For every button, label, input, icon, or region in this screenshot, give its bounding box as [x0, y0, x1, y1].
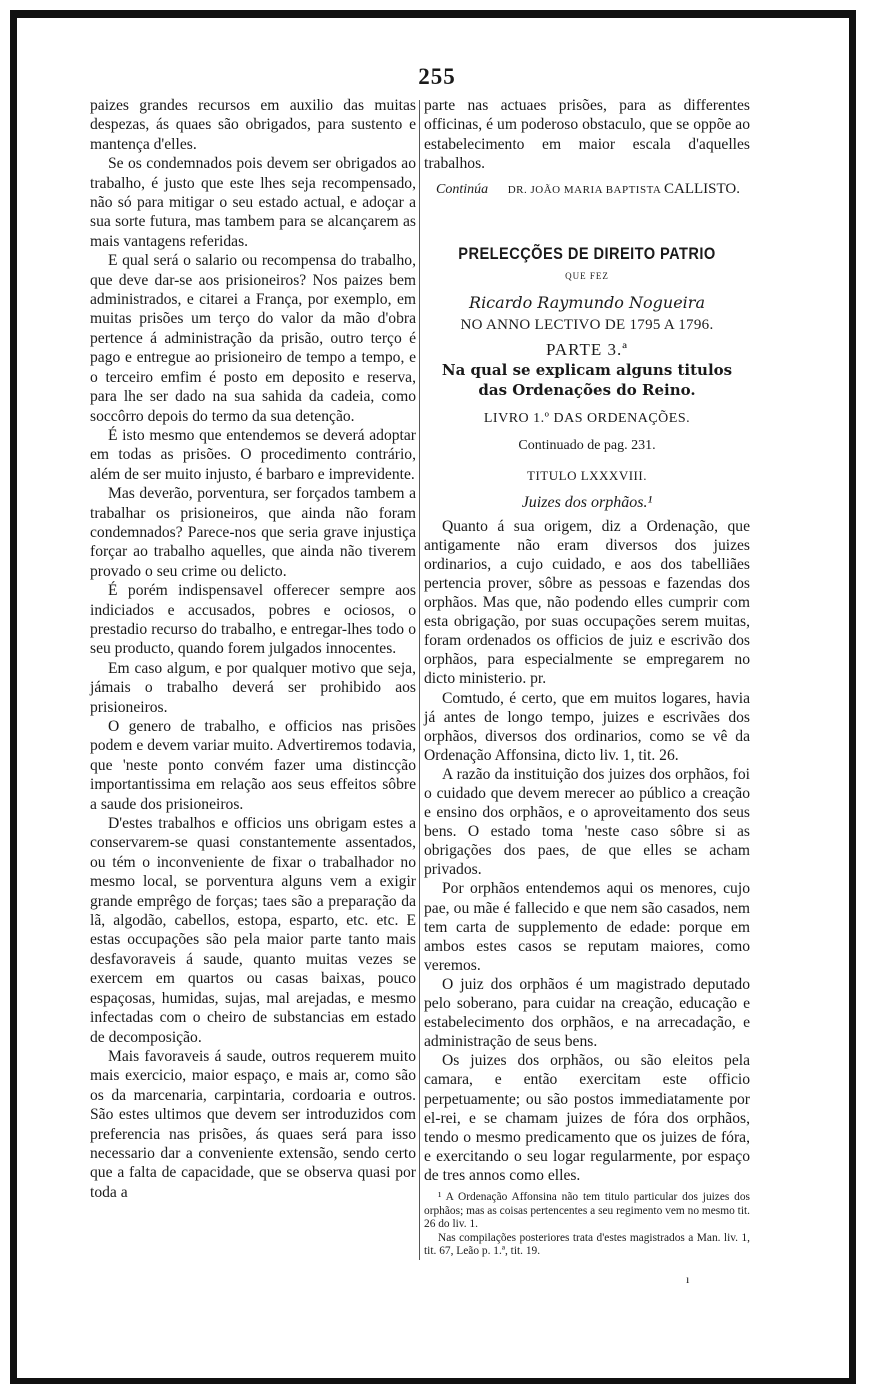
- right-body: [424, 517, 750, 1185]
- paragraph: paizes grandes recursos em auxilio das muitas despezas, ás quaes são obrigados, para sustento e mantença d'elles.: [90, 97, 416, 153]
- livro-heading: LIVRO 1.º DAS ORDENAÇÕES.: [483, 411, 691, 427]
- paragraph: Mais favoraveis á saude, outros requerem muito mais exercicio, maior espaço, e mais ar, como são os da marcenaria, carpintaria, cordoaria e outros. São estes ultimos que devem ser introduzidos com preferencia nas prisões, ás quaes será para isso necessario dar a conveniente extensão, sendo certo que a falta de capacidade, que se observa quasi por toda a: [90, 1047, 416, 1201]
- footnotes: [424, 1191, 750, 1259]
- part-heading: PARTE 3.ª: [546, 339, 628, 359]
- left-column: [90, 96, 416, 1202]
- author-signature: [508, 180, 740, 200]
- year-line: NO ANNO LECTIVO DE 1795 A 1796.: [460, 317, 714, 334]
- author-surname: CALLISTO.: [664, 180, 740, 197]
- paragraph: Por orphãos entendemos aqui os menores, cujo pae, ou mãe é fallecido e que nem são casados, nem tem carta de supplemento de edade: porque em ambos estes casos se reputam maiores, como veremos.: [424, 880, 750, 974]
- paragraph: Comtudo, é certo, que em muitos logares, havia já antes de longo tempo, juizes e escrivães dos orphãos, diversos dos ordinarios, como se vê da Ordenação Affonsina, dicto liv. 1, tit. 26.: [424, 689, 750, 764]
- paragraph: O juiz dos orphãos é um magistrado deputado pelo soberano, para cuidar na creação, educação e estabelecimento dos orphãos, e na arrecadação, e administração de seus bens.: [424, 975, 750, 1051]
- paragraph: D'estes trabalhos e officios uns obrigam estes a conservarem-se quasi constantemente assentados, ou tém o inconveniente de fixar o trabalhador no mesmo local, se porventura alguns vem a exigir grande emprêgo de forças; taes são a preparação da lã, algodão, cabellos, estopa, esparto, etc. etc. E estas occupações são pela maior parte tanto mais desfavoraveis á saude, quanto muitas vezes se exercem em quartos ou casas baixas, pouco espaçosas, humidas, sujas, mal arejadas, e mesmo infectadas com o cheiro de substancias em estado de decomposição.: [90, 815, 416, 1046]
- footnote: ¹ A Ordenação Affonsina não tem titulo particular dos juizes dos orphãos; mas as coisas pertencentes a seu regimento vem no mesmo tit. 26 do liv. 1.: [424, 1190, 750, 1231]
- paragraph: Mas deverão, porventura, ser forçados tambem a trabalhar os prisioneiros, que ainda não foram condemnados? Parece-nos que seria grave injustiça forçar ao trabalho aquelles, que ainda não tiverem provado o seu crime ou delicto.: [90, 485, 416, 580]
- paragraph: A razão da instituição dos juizes dos orphãos, foi o cuidado que devem merecer ao público a creação e ensino dos orphãos, e o aproveitamento dos seus bens. O estado toma 'neste caso sôbre si as obrigações dos paes, de que elles se acham privados.: [424, 765, 750, 879]
- signature-line: [424, 180, 750, 200]
- paragraph: É isto mesmo que entendemos se deverá adoptar em todas as prisões. O procedimento contrário, além de ser muito injusto, é barbaro e imprevidente.: [90, 426, 416, 483]
- paragraph: É porém indispensavel offerecer sempre aos indiciados e accusados, pobres e ociosos, o prestadio recurso do trabalho, e entregar-lhes todo o seu producto, quando forem julgados innocentes.: [90, 582, 416, 658]
- paragraph: Se os condemnados pois devem ser obrigados ao trabalho, é justo que este lhes seja recompensado, não só para mitigar o seu estado actual, e adoçar a sua sorte futura, mas tambem para se alcançarem as mais vantagens referidas.: [90, 155, 416, 250]
- right-column: [424, 96, 750, 1259]
- que-fez: QUE FEZ: [565, 271, 609, 282]
- paragraph: Quanto á sua origem, diz a Ordenação, que antigamente não eram diversos dos juizes ordinarios, a cujo cuidado, e aos dos tabelliães pertencia prover, sôbre as pessoas e fazendas dos orphãos. Mas que, não podendo elles cumprir com esta obrigação, por suas occupações serem muitas, foram ordenados os officios de juiz e escrivão dos orphãos, para especialmente se empregarem no dicto ministerio. pr.: [424, 517, 750, 688]
- stray-mark: ı: [686, 1272, 690, 1286]
- column-divider: [419, 100, 420, 1260]
- paragraph: parte nas actuaes prisões, para as differentes officinas, é um poderoso obstaculo, que se oppõe ao estabelecimento em maior escala d'aquelles trabalhos.: [424, 97, 750, 173]
- footnote: Nas compilações posteriores trata d'estes magistrados a Man. liv. 1, tit. 67, Leão p. 1.ª, tit. 19.: [424, 1231, 750, 1258]
- paragraph: O genero de trabalho, e officios nas prisões podem e devem variar muito. Advertiremos todavia, que 'neste ponto convém fazer uma distincção importantissima em relação aos seus effeitos sôbre a saude dos prisioneiros.: [90, 718, 416, 813]
- section-title: PRELECÇÕES DE DIREITO PATRIO: [458, 244, 716, 264]
- part-subtitle-2: das Ordenações do Reino.: [478, 381, 696, 400]
- author-prefix: DR. JOÃO MARIA BAPTISTA: [507, 183, 661, 196]
- paragraph: E qual será o salario ou recompensa do trabalho, que deve dar-se aos prisioneiros? Nos paizes bem administrados, e citarei a França, por exemplo, em muitas prisões um terço do valor da mão d'obra pertence á administração da prisão, outro terço é pago e entregue ao prisioneiro de tempo a tempo, e o terceiro emfim é posto em deposito e reserva, para lhe ser dado na sua sahida da cadeia, como soccôrro depois do termo da sua detenção.: [90, 252, 416, 425]
- lecture-author: Ricardo Raymundo Nogueira: [469, 292, 705, 312]
- page-number: 255: [418, 64, 456, 89]
- continua-label: Continúa: [436, 181, 489, 197]
- paragraph: Os juizes dos orphãos, ou são eleitos pela camara, e então exercitam este officio perpetuamente; ou são postos immediatamente por el-rei, e se chamam juizes de fóra dos orphãos, tendo o mesmo predicamento que os juizes de fóra, e exercitando o seu logar regularmente, por espaço de tres annos como elles.: [424, 1052, 750, 1184]
- juizes-heading: Juizes dos orphãos.¹: [521, 494, 653, 512]
- part-subtitle-1: Na qual se explicam alguns titulos: [441, 361, 733, 380]
- continued-note: Continuado de pag. 231.: [518, 438, 656, 454]
- titulo-heading: TITULO LXXXVIII.: [527, 467, 647, 483]
- paragraph: Em caso algum, e por qualquer motivo que seja, jámais o trabalho deverá ser prohibido aos prisioneiros.: [90, 659, 416, 716]
